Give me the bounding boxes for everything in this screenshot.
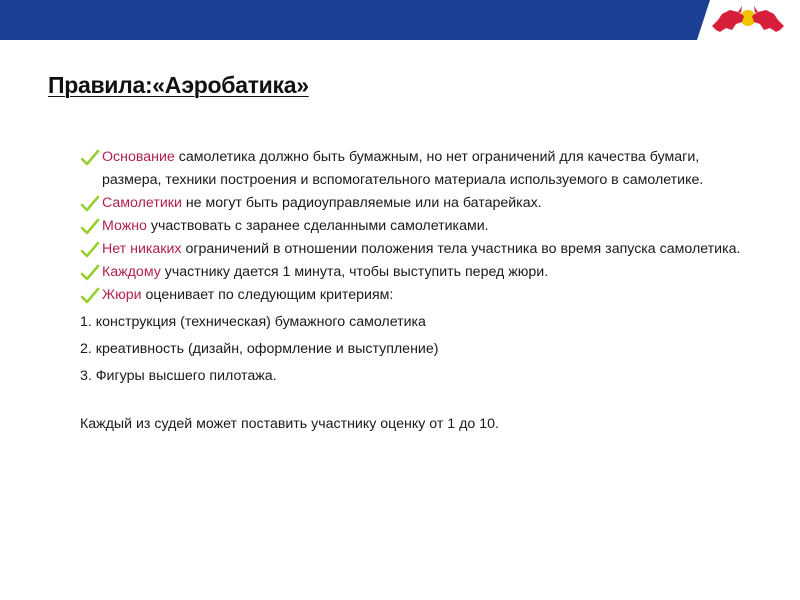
rule-bullet [80,146,760,192]
checkmark-icon [80,217,100,237]
rule-text: участвовать с заранее сделанными самолетиками. [146,218,489,234]
rule-bullet [80,215,760,238]
top-banner-shape [0,0,800,40]
rule-highlight: Каждому [102,264,161,280]
rule-bullet [80,238,760,261]
rule-highlight: Самолетики [102,195,182,211]
rule-bullet [80,284,760,307]
scoring-note: Каждый из судей может поставить участнику оценку от 1 до 10. [80,416,499,432]
slide-content [80,146,760,436]
rule-bullet [80,192,760,215]
criterion-item: 1. конструкция (техническая) бумажного самолетика [80,314,426,330]
rule-highlight: Можно [102,218,147,234]
top-banner [0,0,800,40]
spacer [80,388,760,411]
red-bull-logo-icon [708,2,788,38]
rule-text: ограничений в отношении положения тела участника во время запуска самолетика. [181,241,741,257]
checkmark-icon [80,148,100,168]
rule-text: самолетика должно быть бумажным, но нет ограничений для качества бумаги, размера, техники построения и вспомогательного материала используемого в самолетике. [102,149,704,188]
rule-text: оценивает по следующим критериям: [141,287,394,303]
rule-highlight: Основание [102,149,175,165]
checkmark-icon [80,263,100,283]
rule-bullet [80,261,760,284]
checkmark-icon [80,240,100,260]
checkmark-icon [80,194,100,214]
slide-title: Правила:«Аэробатика» [48,72,309,98]
rule-text: не могут быть радиоуправляемые или на батарейках. [181,195,542,211]
criterion-item: 2. креативность (дизайн, оформление и выступление) [80,341,439,357]
rule-highlight: Нет никаких [102,241,182,257]
checkmark-icon [80,286,100,306]
criterion-item: 3. Фигуры высшего пилотажа. [80,368,277,384]
rule-text: участнику дается 1 минута, чтобы выступить перед жюри. [160,264,549,280]
rule-highlight: Жюри [102,287,142,303]
